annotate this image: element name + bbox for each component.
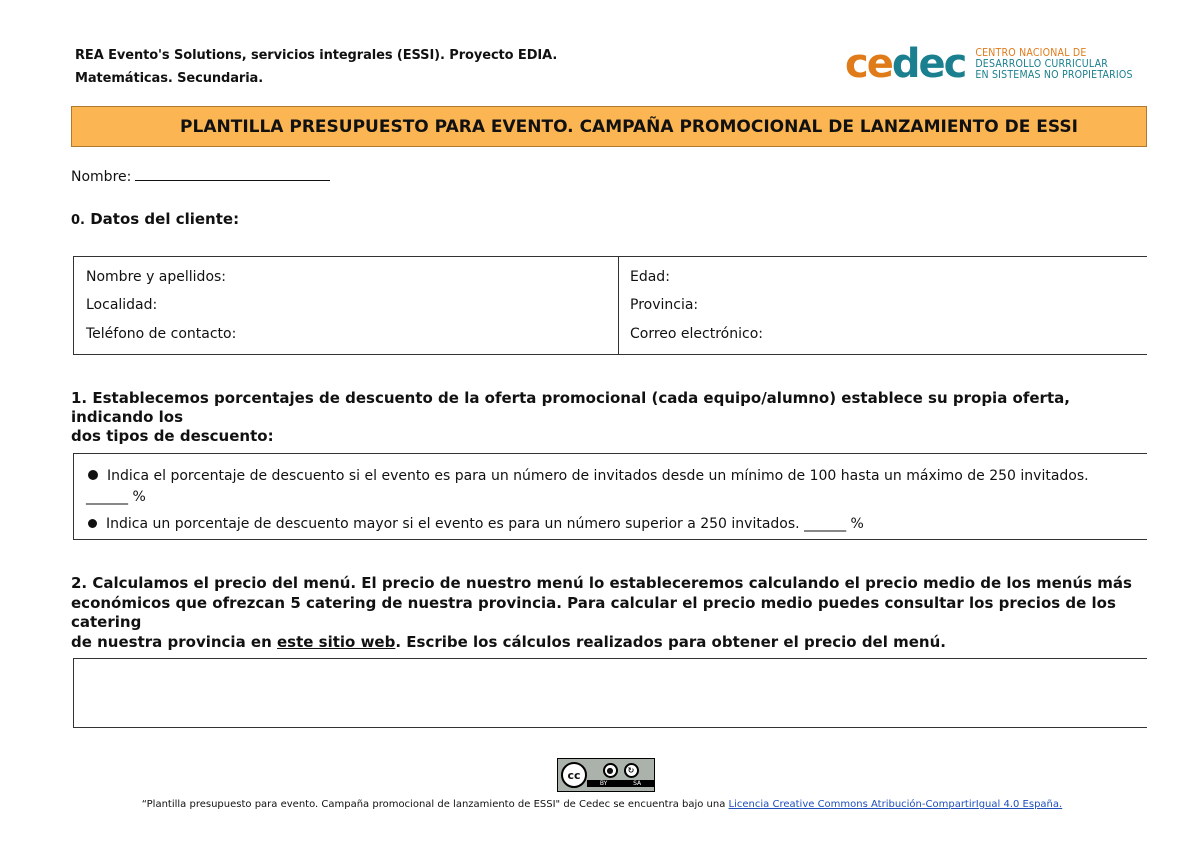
cedec-logo (845, 41, 1133, 87)
logo-wordmark-part1: ce (845, 41, 892, 87)
section2-line3-post: . Escribe los cálculos realizados para obtener el precio del menú. (395, 632, 946, 651)
section0-number: 0. (71, 213, 85, 228)
bullet-icon (88, 470, 98, 480)
client-box-divider (618, 257, 619, 354)
logo-subtitle (975, 48, 1132, 81)
section2-line3-pre: de nuestra provincia en (71, 632, 277, 651)
share-alike-icon: ↻ (624, 763, 639, 778)
section2-line3 (71, 633, 1151, 653)
name-field (71, 166, 330, 185)
name-blank-line[interactable] (135, 166, 330, 181)
logo-wordmark-part2: dec (891, 41, 966, 87)
discount-box (73, 453, 1147, 540)
by-label: BY (599, 780, 608, 787)
license-footer (0, 799, 1204, 810)
document-title-bar (71, 106, 1147, 147)
discount-bullet-2-text[interactable]: Indica un porcentaje de descuento mayor si el evento es para un número superior a 250 invitados. ______ % (106, 516, 864, 532)
section0-heading (71, 210, 239, 230)
logo-wordmark (845, 41, 966, 87)
license-footer-text: “Plantilla presupuesto para evento. Campaña promocional de lanzamiento de ESSI" de Cedec se encuentra bajo una (141, 799, 729, 810)
section1-heading-line1: 1. Establecemos porcentajes de descuento de la oferta promocional (cada equipo/alumno) establece su propia oferta, indicando los (71, 389, 1070, 426)
field-phone[interactable]: Teléfono de contacto: (86, 326, 237, 342)
catering-site-link[interactable]: este sitio web (277, 632, 396, 651)
client-data-box (73, 256, 1147, 355)
discount-bullet-1-text: Indica el porcentaje de descuento si el evento es para un número de invitados desde un mínimo de 100 hasta un máximo de 250 invitados. (107, 468, 1089, 484)
section2-line1: 2. Calculamos el precio del menú. El precio de nuestro menú lo estableceremos calculando el precio medio de los menús más (71, 574, 1132, 592)
header-project-line: REA Evento's Solutions, servicios integrales (ESSI). Proyecto EDIA. (75, 48, 558, 63)
bullet-icon (88, 519, 97, 528)
discount-bullet-2 (88, 516, 864, 532)
section2-line2: económicos que ofrezcan 5 catering de nuestra provincia. Para calcular el precio medio puedes consultar los precios de los catering (71, 593, 1116, 631)
section0-title: Datos del cliente: (90, 210, 240, 228)
field-email[interactable]: Correo electrónico: (630, 326, 763, 342)
license-link[interactable]: Licencia Creative Commons Atribución-CompartirIgual 4.0 España. (728, 799, 1063, 810)
logo-sub-line3: EN SISTEMAS NO PROPIETARIOS (975, 68, 1133, 81)
section1-heading (71, 389, 1151, 446)
logo-sub-line1: CENTRO NACIONAL DE (975, 46, 1087, 59)
document-title: PLANTILLA PRESUPUESTO PARA EVENTO. CAMPAÑA PROMOCIONAL DE LANZAMIENTO DE ESSI (180, 116, 1078, 137)
attribution-icon: ● (603, 763, 618, 778)
calculations-answer-box[interactable] (73, 658, 1147, 728)
header-subject-line: Matemáticas. Secundaria. (75, 71, 264, 86)
field-locality[interactable]: Localidad: (86, 297, 158, 313)
cc-by-sa-badge[interactable] (557, 758, 655, 792)
discount-bullet-1-blank[interactable]: ______ % (86, 489, 146, 505)
field-age[interactable]: Edad: (630, 269, 670, 285)
sa-label: SA (633, 780, 642, 787)
field-full-name[interactable]: Nombre y apellidos: (86, 269, 227, 285)
section2-heading (71, 574, 1151, 652)
discount-bullet-1 (88, 468, 1089, 484)
name-label: Nombre: (71, 169, 132, 185)
field-province[interactable]: Provincia: (630, 297, 699, 313)
logo-sub-line2: DESARROLLO CURRICULAR (975, 57, 1109, 70)
cc-icon: cc (561, 762, 587, 788)
section1-heading-line2: dos tipos de descuento: (71, 427, 274, 445)
